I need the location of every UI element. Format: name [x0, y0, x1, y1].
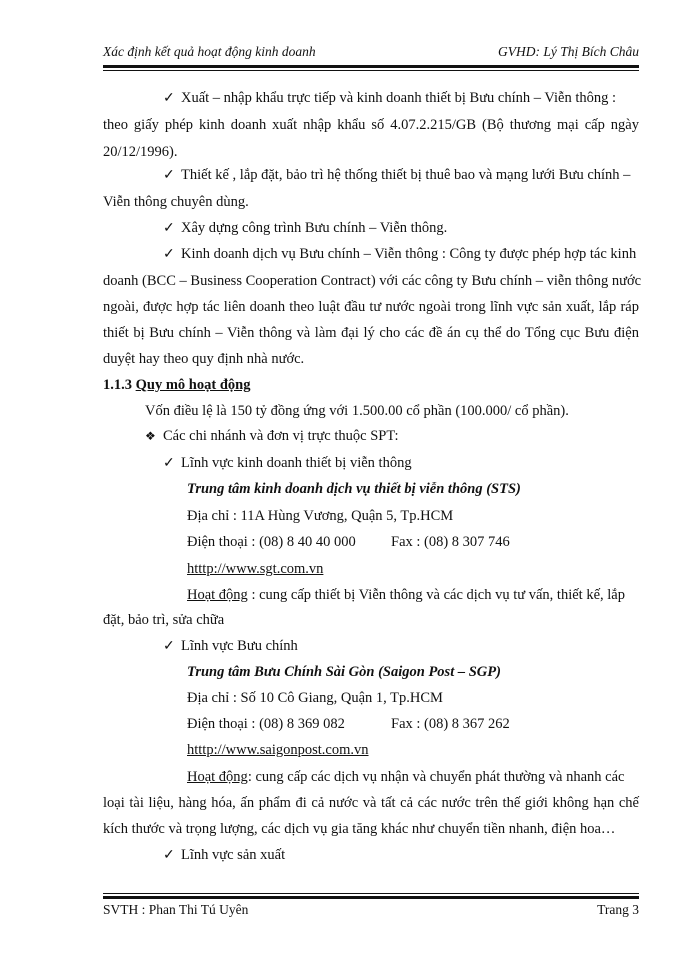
field-heading: ✓ Lĩnh vực kinh doanh thiết bị viễn thông: [103, 451, 639, 475]
sgp-name: Trung tâm Bưu Chính Sài Gòn (Saigon Post – SGP): [187, 664, 501, 680]
sts-contact: [103, 530, 639, 554]
paragraph-line: ✓ Xuất – nhập khẩu trực tiếp và kinh doanh thiết bị Bưu chính – Viễn thông :: [103, 86, 639, 110]
check-icon: ✓: [163, 848, 175, 863]
section-number: 1.1.3: [103, 377, 132, 393]
paragraph-line: ✓ Thiết kế , lắp đặt, bảo trì hệ thống thiết bị thuê bao và mạng lưới Bưu chính –: [103, 163, 639, 187]
sgp-web-row: [103, 738, 639, 762]
section-heading: [103, 373, 639, 397]
paragraph-line: loại tài liệu, hàng hóa, ấn phẩm đi cả nước và tất cả các nước trên thế giới không hạn chế: [103, 795, 639, 811]
footer-student: SVTH : Phan Thi Tú Uyên: [103, 902, 249, 917]
diamond-bullet-icon: ❖: [145, 429, 156, 443]
header-title: Xác định kết quả hoạt động kinh doanh: [103, 44, 316, 59]
header-instructor: GVHD: Lý Thị Bích Châu: [498, 44, 639, 59]
sgp-activity: Hoạt động: cung cấp các dịch vụ nhận và chuyển phát thường và nhanh các: [187, 769, 625, 785]
paragraph-line: Viễn thông chuyên dùng.: [103, 194, 249, 210]
section-title: Quy mô hoạt động: [135, 377, 251, 393]
capital-line: Vốn điều lệ là 150 tỷ đồng ứng với 1.500.00 cổ phần (100.000/ cổ phần).: [145, 403, 569, 419]
paragraph-line: doanh (BCC – Business Cooperation Contract) với các công ty Bưu chính – viễn thông nước: [103, 273, 642, 289]
check-icon: ✓: [163, 456, 175, 471]
paragraph-line: duyệt hay theo quy định nhà nước.: [103, 351, 305, 367]
sts-website-link[interactable]: htttp://www.sgt.com.vn: [187, 561, 324, 577]
sts-activity: Hoạt động : cung cấp thiết bị Viễn thông và các dịch vụ tư vấn, thiết kế, lắp: [187, 587, 625, 603]
field-heading: ✓ Lĩnh vực Bưu chính: [103, 634, 639, 658]
sts-address: Địa chỉ : 11A Hùng Vương, Quận 5, Tp.HCM: [187, 508, 454, 524]
sts-fax: Fax : (08) 8 307 746: [391, 534, 510, 550]
sgp-fax: Fax : (08) 8 367 262: [391, 716, 510, 732]
page-number: Trang 3: [597, 902, 639, 917]
paragraph-line: kích thước và trọng lượng, các dịch vụ gia tăng khác như chuyển tiền nhanh, điện hoa…: [103, 821, 616, 837]
check-icon: ✓: [163, 247, 175, 262]
sgp-address: Địa chỉ : Số 10 Cô Giang, Quận 1, Tp.HCM: [187, 690, 443, 706]
paragraph-line: thiết bị Bưu chính – Viễn thông và làm đại lý cho các đề án cụ thể do Tổng cục Bưu điện: [103, 325, 639, 341]
header-rule-thick: [103, 65, 639, 68]
sgp-website-link[interactable]: htttp://www.saigonpost.com.vn: [187, 742, 369, 758]
header-rule-thin: [103, 70, 639, 71]
paragraph-line: đặt, bảo trì, sửa chữa: [103, 612, 225, 628]
footer-rule-thin: [103, 893, 639, 894]
activity-label: Hoạt động: [187, 587, 248, 603]
field-heading: ✓ Lĩnh vực sản xuất: [103, 843, 639, 867]
check-icon: ✓: [163, 639, 175, 654]
branches-intro: ❖ Các chi nhánh và đơn vị trực thuộc SPT:: [103, 424, 639, 448]
paragraph-line: ngoài, được hợp tác liên doanh theo luật đầu tư nước ngoài trong lĩnh vực sản xuất, lắp ráp: [103, 299, 639, 315]
sts-phone: Điện thoại : (08) 8 40 40 000: [187, 534, 356, 550]
sgp-contact: [103, 712, 639, 736]
paragraph-line: ✓ Kinh doanh dịch vụ Bưu chính – Viễn thông : Công ty được phép hợp tác kinh: [103, 242, 639, 266]
activity-label: Hoạt động: [187, 769, 248, 785]
sts-web-row: [103, 557, 639, 581]
footer-rule-thick: [103, 896, 639, 899]
check-icon: ✓: [163, 221, 175, 236]
check-icon: ✓: [163, 91, 175, 106]
paragraph-line: 20/12/1996).: [103, 144, 178, 160]
sts-name: Trung tâm kinh doanh dịch vụ thiết bị viễn thông (STS): [187, 481, 521, 497]
paragraph-line: theo giấy phép kinh doanh xuất nhập khẩu số 4.07.2.215/GB (Bộ thương mại cấp ngày: [103, 117, 639, 133]
paragraph-line: ✓ Xây dựng công trình Bưu chính – Viễn thông.: [103, 216, 639, 240]
sgp-phone: Điện thoại : (08) 8 369 082: [187, 716, 345, 732]
check-icon: ✓: [163, 168, 175, 183]
